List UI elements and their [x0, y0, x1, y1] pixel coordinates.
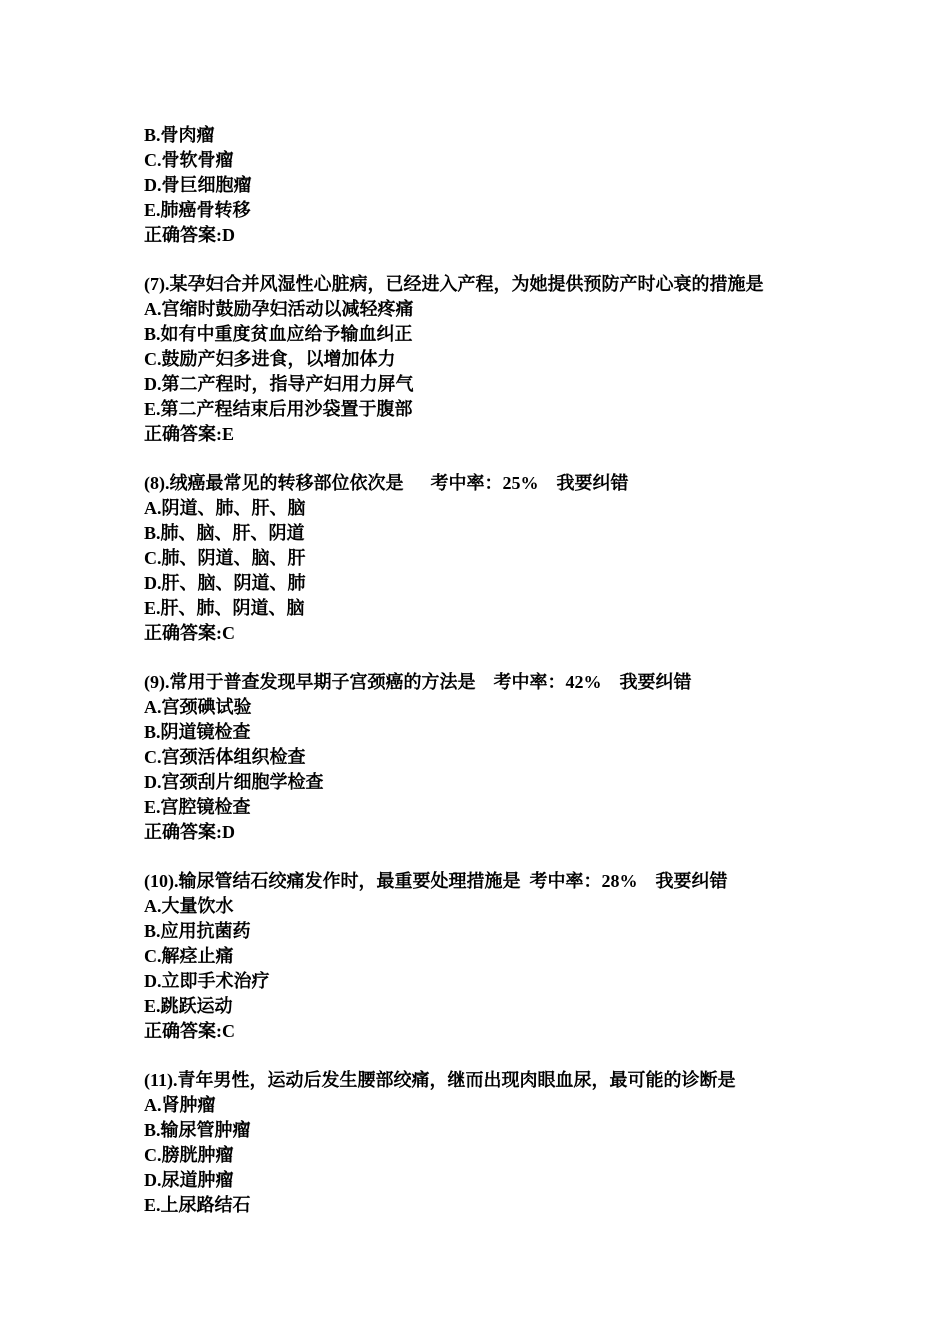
- question-block-6-continued: [144, 123, 864, 248]
- option-c: C.肺、阴道、脑、肝: [144, 548, 306, 568]
- option-a: A.肾肿瘤: [144, 1095, 216, 1115]
- option-e: E.肝、肺、阴道、脑: [144, 598, 305, 618]
- option-a: A.宫颈碘试验: [144, 697, 252, 717]
- option-b: B.输尿管肿瘤: [144, 1120, 251, 1140]
- question-block-10: [144, 869, 864, 1044]
- option-c: C.宫颈活体组织检查: [144, 747, 306, 767]
- correct-answer: 正确答案:E: [144, 424, 234, 444]
- option-b: B.肺、脑、肝、阴道: [144, 523, 305, 543]
- question-block-8: [144, 471, 864, 646]
- option-d: D.第二产程时，指导产妇用力屏气: [144, 374, 414, 394]
- option-c: C.鼓励产妇多进食，以增加体力: [144, 349, 396, 369]
- option-e: E.上尿路结石: [144, 1195, 251, 1215]
- question-block-9: [144, 670, 864, 845]
- option-e: E.肺癌骨转移: [144, 200, 251, 220]
- option-c: C.解痉止痛: [144, 946, 234, 966]
- question-stem: (7).某孕妇合并风湿性心脏病，已经进入产程，为她提供预防产时心衰的措施是: [144, 274, 764, 294]
- correct-answer: 正确答案:D: [144, 822, 235, 842]
- option-d: D.宫颈刮片细胞学检查: [144, 772, 324, 792]
- option-e: E.宫腔镜检查: [144, 797, 251, 817]
- question-block-11: [144, 1068, 864, 1218]
- option-c: C.膀胱肿瘤: [144, 1145, 234, 1165]
- correct-answer: 正确答案:C: [144, 1021, 235, 1041]
- question-stem: (11).青年男性，运动后发生腰部绞痛，继而出现肉眼血尿，最可能的诊断是: [144, 1070, 736, 1090]
- option-b: B.骨肉瘤: [144, 125, 215, 145]
- question-stem: (9).常用于普查发现早期子宫颈癌的方法是 考中率：42% 我要纠错: [144, 672, 692, 692]
- question-stem: (8).绒癌最常见的转移部位依次是 考中率：25% 我要纠错: [144, 473, 629, 493]
- option-e: E.跳跃运动: [144, 996, 233, 1016]
- option-b: B.阴道镜检查: [144, 722, 251, 742]
- option-a: A.宫缩时鼓励孕妇活动以减轻疼痛: [144, 299, 414, 319]
- option-a: A.大量饮水: [144, 896, 234, 916]
- correct-answer: 正确答案:D: [144, 225, 235, 245]
- option-d: D.骨巨细胞瘤: [144, 175, 252, 195]
- document-body: [144, 123, 864, 1218]
- option-a: A.阴道、肺、肝、脑: [144, 498, 306, 518]
- option-b: B.应用抗菌药: [144, 921, 251, 941]
- option-c: C.骨软骨瘤: [144, 150, 234, 170]
- question-block-7: [144, 272, 864, 447]
- option-d: D.尿道肿瘤: [144, 1170, 234, 1190]
- option-b: B.如有中重度贫血应给予输血纠正: [144, 324, 413, 344]
- option-e: E.第二产程结束后用沙袋置于腹部: [144, 399, 413, 419]
- option-d: D.肝、脑、阴道、肺: [144, 573, 306, 593]
- correct-answer: 正确答案:C: [144, 623, 235, 643]
- question-stem: (10).输尿管结石绞痛发作时，最重要处理措施是 考中率：28% 我要纠错: [144, 871, 728, 891]
- option-d: D.立即手术治疗: [144, 971, 270, 991]
